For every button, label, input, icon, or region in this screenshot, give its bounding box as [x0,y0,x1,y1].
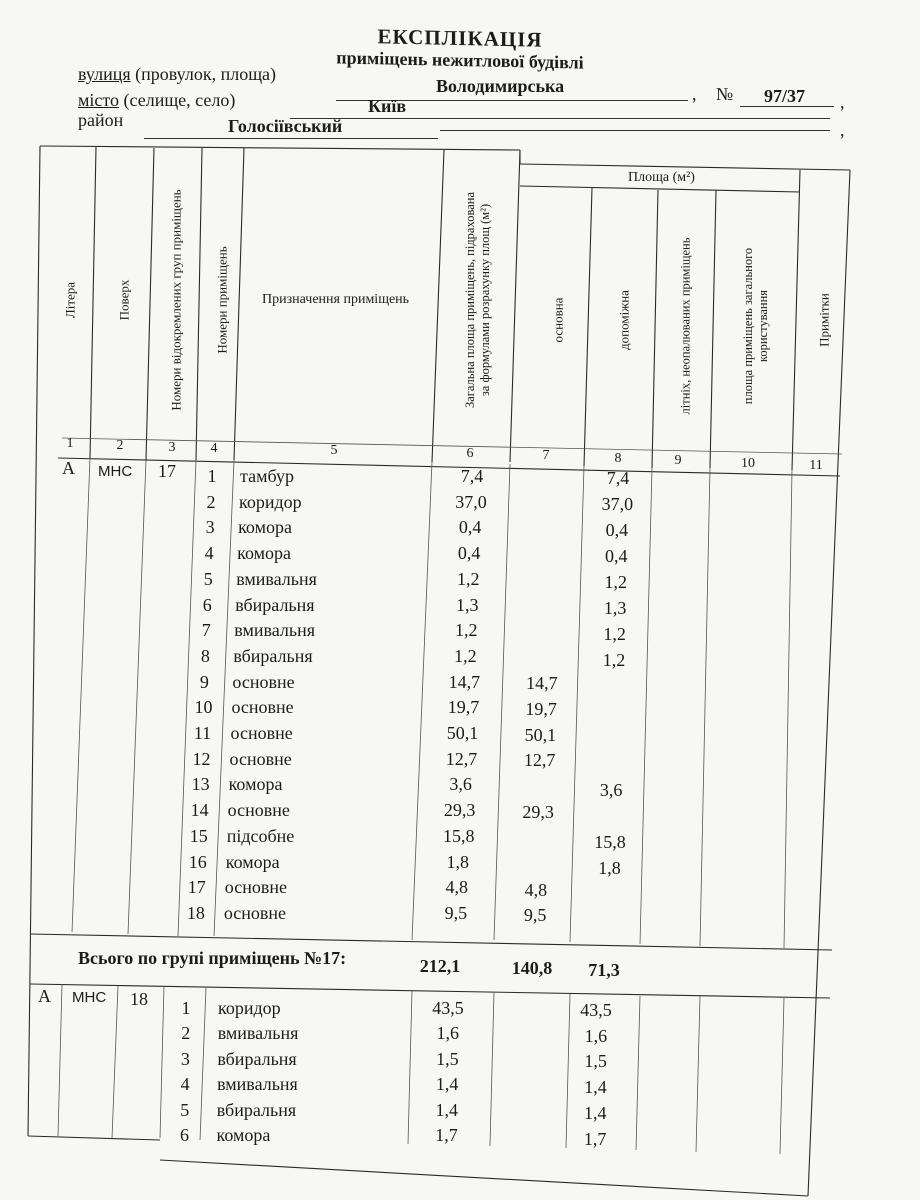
room-total-area: 7,4 [460,466,484,486]
room-purpose: основне [230,723,293,743]
room-purpose: вмивальня [236,568,317,589]
col-header-summer-area: літніх, неопалюваних приміщень [678,237,693,415]
room-aux-area: 1,5 [584,1051,607,1072]
room-total-area: 4,8 [445,877,469,898]
room-number: 1 [181,998,191,1018]
room-main-area: 14,7 [526,672,558,693]
col-header-main-area: основна [550,297,566,343]
room-purpose: основне [232,671,295,692]
col-header-purpose: Призначення приміщень [262,292,410,307]
room-number: 3 [205,517,215,538]
room-main-area: 9,5 [523,905,547,926]
room-total-area: 1,7 [435,1125,458,1145]
col-number-7: 7 [542,448,550,463]
col-number-5: 5 [330,443,338,458]
room-number: 13 [191,774,210,795]
room-total-area: 1,3 [456,594,479,615]
col-header-floor: Поверх [116,279,132,321]
room-number: 10 [194,697,213,718]
room-purpose: вбиральня [216,1099,297,1120]
room-total-area: 19,7 [447,697,480,718]
room-total-area: 1,2 [456,568,480,589]
room-total-area: 3,6 [449,774,472,795]
room-number: 6 [202,594,212,615]
district-value: Голосіївський [228,116,343,136]
room-main-area: 19,7 [525,698,557,719]
room-aux-area: 1,4 [584,1102,607,1123]
col-header-litera: Літера [62,281,78,319]
room-purpose: основне [231,697,294,718]
room-total-area: 1,2 [455,620,478,641]
group17-floor: МНС [98,463,133,480]
room-aux-area: 3,6 [599,780,623,800]
room-aux-area: 1,4 [584,1077,607,1098]
room-total-area: 43,5 [432,998,464,1018]
room-number: 5 [203,568,213,589]
room-purpose: комора [228,774,283,795]
room-number: 11 [193,723,212,743]
col-header-aux-area: допоміжна [616,290,632,350]
room-number: 15 [189,825,208,846]
room-purpose: коридор [239,491,302,512]
group18-number: 18 [130,989,148,1009]
room-number: 1 [207,466,217,486]
room-purpose: вбиральня [233,645,313,666]
room-purpose: вмивальня [217,1074,298,1095]
col-header-total-area: Загальна площа приміщень, підрахована за формулами розрахунку площ (м²) [463,191,492,409]
room-aux-area: 37,0 [601,494,634,514]
room-aux-area: 1,6 [584,1025,608,1046]
room-aux-area: 7,4 [606,468,630,488]
col-number-8: 8 [614,451,622,466]
col-number-9: 9 [674,453,682,468]
col-number-4: 4 [210,441,218,456]
room-number: 2 [181,1023,191,1044]
room-number: 6 [180,1125,189,1145]
group17-number: 17 [158,461,176,481]
room-number: 5 [180,1099,190,1120]
room-main-area: 4,8 [524,879,548,900]
room-purpose: коридор [218,998,281,1018]
room-purpose: підсобне [226,825,295,846]
group17-total-aux: 71,3 [588,960,620,980]
room-purpose: основне [224,877,287,898]
group18-litera: А [38,986,51,1006]
room-number: 17 [187,877,206,898]
room-total-area: 15,8 [442,825,475,846]
col-number-6: 6 [466,446,474,461]
col-header-notes: Примітки [816,293,832,347]
number-label: № [716,84,734,104]
room-total-area: 50,1 [446,723,479,743]
room-number: 16 [188,851,207,872]
room-total-area: 1,4 [435,1099,459,1120]
room-purpose: вбиральня [235,594,315,615]
room-total-area: 12,7 [445,748,478,769]
street-label: вулиця (провулок, площа) [78,64,277,84]
room-number: 4 [180,1074,190,1095]
room-number: 18 [186,902,205,923]
building-number: 97/37 [764,86,806,106]
room-purpose: тамбур [240,466,294,486]
room-purpose: вбиральня [217,1048,297,1069]
room-purpose: основне [227,800,290,821]
room-purpose: основне [229,748,292,769]
room-aux-area: 1,2 [602,650,626,670]
room-total-area: 29,3 [443,800,476,821]
col-number-2: 2 [116,438,124,453]
group17-litera: А [62,458,75,478]
room-aux-area: 1,2 [603,624,626,644]
group17-total-main: 140,8 [511,958,553,978]
room-aux-area: 1,8 [598,858,621,878]
room-aux-area: 1,2 [604,572,627,592]
room-aux-area: 43,5 [580,1000,612,1020]
col-number-1: 1 [66,436,74,451]
group17-total-label: Всього по групі приміщень №17: [78,948,347,968]
room-aux-area: 15,8 [594,832,626,852]
room-main-area: 50,1 [524,724,557,745]
room-purpose: комора [216,1125,271,1145]
room-number: 2 [206,491,216,512]
room-number: 14 [190,800,209,821]
city-value: Київ [368,96,407,116]
area-group-header: Площа (м²) [628,170,695,185]
room-main-area: 29,3 [522,802,554,823]
document-sheet: ЕКСПЛІКАЦІЯ приміщень нежитлової будівлі вулиця (провулок, площа) Володимирська , № 97/37 , місто (селище, село) Київ , район Голосіївський Літера Поверх Номери відокремлених груп приміщень Номери приміщень Призначення приміщень Загальна площа приміщень, підрахована за формулами розрахунку площ (м²) Площа (м²) основна допоміжна літніх, неопалюваних приміщень площа приміщень загального користування Примітки 1 2 3 4 5 6 7 8 9 10 11 А МНС 17 1 тамбур 7,4 7,4 2 коридор 37,0 37,0 3 комора 0,4 0,4 4 комора 0,4 0,4 5 вмивальня 1,2 1,2 6 вбиральня 1,3 1,3 7 вмивальня 1,2 1,2 8 вбиральня 1,2 1,2 9 основне 14,7 14,7 10 основне 19,7 19,7 11 основне 50,1 50,1 12 основне 12,7 12,7 13 комора 3,6 3,6 14 основне 29,3 29,3 15 підсобне 15,8 15,8 16 комора 1,8 1,8 17 основне 4,8 4,8 18 основне 9,5 9,5 Всього по групі приміщень №17: 212,1 140,8 71,3 А МНС 18 1 коридор 43,5 43,5 2 вмивальня 1,6 1,6 3 вбиральня 1,5 1,5 4 вмивальня 1,4 1,4 5 вбиральня 1,4 1,4 6 комора 1,7 1,7 [0,0,920,1200]
group17-total-area: 212,1 [419,956,461,976]
col-number-3: 3 [168,440,176,455]
room-number: 8 [200,645,210,666]
room-purpose: комора [225,851,280,872]
street-value: Володимирська [436,76,565,96]
room-main-area: 12,7 [523,750,556,771]
document-title: ЕКСПЛІКАЦІЯ [377,24,543,52]
col-header-common-area: площа приміщень загального користування [741,247,770,405]
room-purpose: основне [223,902,287,923]
room-purpose: комора [237,543,292,564]
document-subtitle: приміщень нежитлової будівлі [336,47,584,73]
col-number-10: 10 [741,456,755,471]
room-total-area: 0,4 [457,543,481,564]
group18-floor: МНС [72,989,107,1006]
district-label: район [78,110,124,130]
room-number: 3 [180,1048,190,1069]
col-number-11: 11 [809,458,823,473]
room-number: 4 [204,543,214,564]
room-total-area: 1,2 [454,645,477,666]
room-total-area: 0,4 [458,517,482,538]
room-purpose: вмивальня [217,1023,299,1044]
room-total-area: 37,0 [455,491,487,512]
room-total-area: 14,7 [448,671,481,692]
col-header-room-numbers: Номери приміщень [214,246,230,354]
room-total-area: 1,8 [446,851,469,872]
room-total-area: 1,5 [436,1048,459,1069]
room-purpose: комора [238,517,292,538]
room-purpose: вмивальня [234,620,316,641]
room-aux-area: 1,3 [603,598,627,618]
room-number: 12 [192,748,211,769]
room-number: 9 [199,671,209,692]
room-total-area: 9,5 [444,902,468,923]
room-aux-area: 0,4 [605,546,628,566]
col-header-group-numbers: Номери відокремлених груп приміщень [168,189,184,411]
room-total-area: 1,6 [436,1023,459,1044]
room-number: 7 [201,620,211,641]
room-aux-area: 0,4 [605,520,629,540]
room-aux-area: 1,7 [583,1128,607,1149]
room-total-area: 1,4 [435,1074,459,1095]
city-label: місто (селище, село) [78,90,236,110]
